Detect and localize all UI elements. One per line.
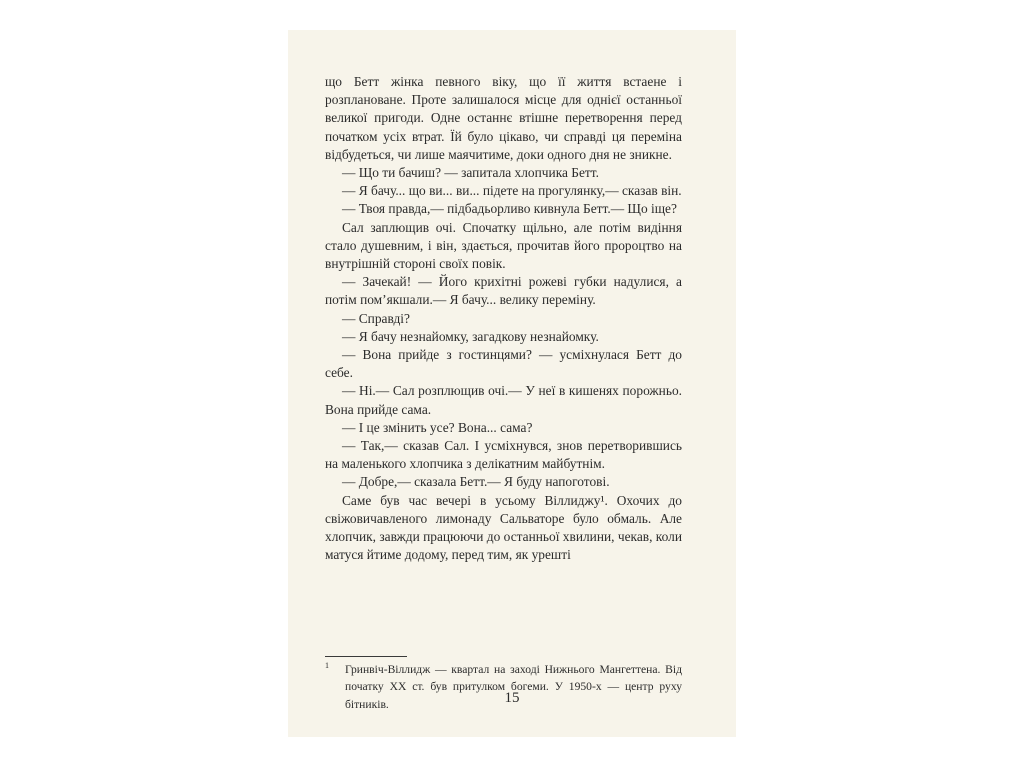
page-number: 15 [504,690,520,706]
footnote-divider [325,656,407,657]
paragraph: Сал заплющив очі. Спочатку щільно, але потім видіння стало душевним, і він, здається, прочитав його пророцтво на внутрішній стороні своїх повік. [325,219,682,272]
footnote-text: 1 Гринвіч-Віллидж — квартал на заході Нижнього Мангеттена. Від початку XX ст. був притулком богеми. У 1950-х — центр руху бітників. [325,661,682,711]
paragraph: — І це змінить усе? Вона... сама? [342,419,533,435]
paragraph: — Твоя правда,— підбадьорливо кивнула Бетт.— Що іще? [342,201,677,217]
paragraph: — Що ти бачиш? — запитала хлопчика Бетт. [342,165,599,181]
paragraph: — Так,— сказав Сал. І усміхнувся, знов перетворившись на маленького хлопчика з делікатним майбутнім. [325,438,682,472]
body-text [325,73,682,564]
paragraph: — Ні.— Сал розплющив очі.— У неї в кишенях порожньо. Вона прийде сама. [325,383,682,417]
paragraph: — Зачекай! — Його крихітні рожеві губки надулися, а потім пом’якшали.— Я бачу... велику переміну. [325,274,682,308]
book-page [288,30,736,737]
paragraph: що Бетт жінка певного віку, що її життя встаене і розплановане. Проте залишалося місце для однієї останньої великої пригоди. Одне останнє втішне перетворення перед початком усіх втрат. Їй було цікаво, чи справді ця переміна відбудеться, чи лише маячитиме, доки одного дня не зникне. [325,74,682,162]
paragraph: — Справді? [342,310,410,326]
paragraph: — Я бачу... що ви... ви... підете на прогулянку,— сказав він. [342,183,682,199]
paragraph: Саме був час вечері в усьому Віллиджу¹. Охочих до свіжовичавленого лимонаду Сальваторе було обмаль. Але хлопчик, завжди працюючи до останньої хвилини, чекав, коли матуся йтиме додому, перед тим, як урешті [325,492,682,563]
footnote-body: Гринвіч-Віллидж — квартал на заході Нижнього Мангеттена. Від початку XX ст. був притулком богеми. У 1950-х — центр руху бітників. [345,663,682,711]
paragraph: — Добре,— сказала Бетт.— Я буду напоготові. [342,474,610,490]
paragraph: — Я бачу незнайомку, загадкову незнайомку. [342,328,599,344]
paragraph: — Вона прийде з гостинцями? — усміхнулася Бетт до себе. [325,347,682,381]
